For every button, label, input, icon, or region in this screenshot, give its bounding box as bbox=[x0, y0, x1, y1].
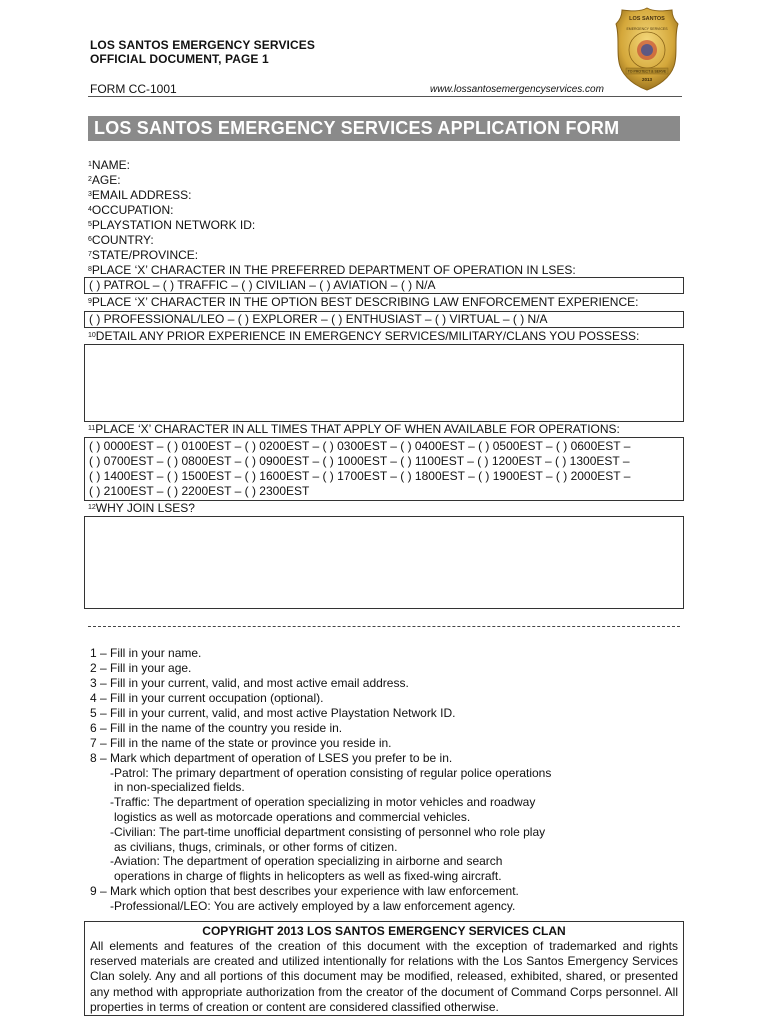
availability-row: ( ) 2100EST – ( ) 2200EST – ( ) 2300EST bbox=[89, 484, 310, 498]
department-options: ( ) PATROL – ( ) TRAFFIC – ( ) CIVILIAN – ( ) AVIATION – ( ) N/A bbox=[89, 278, 436, 292]
instruction-line: -Civilian: The part-time unofficial department consisting of personnel who role play bbox=[110, 825, 546, 839]
badge-logo bbox=[614, 6, 680, 92]
header-org: LOS SANTOS EMERGENCY SERVICES bbox=[90, 38, 315, 52]
instruction-line: in non-specialized fields. bbox=[114, 780, 245, 794]
question-state: $^7$STATE/PROVINCE: bbox=[88, 248, 199, 262]
form-title-bar bbox=[88, 116, 680, 141]
question-age: $^2$AGE: bbox=[88, 173, 121, 187]
prior-experience-field[interactable] bbox=[84, 344, 684, 422]
copyright-text: All elements and features of the creation of this document with the exception of trademarked and rights reserved materials are created and utilized intentionally for relations with the Los Santos Emergency Services Clan solely. Any and all portions of this document may be modified, released, exhibited, shared, or presented any method with appropriate authorization from the creator of the document of Command Corps personnel. All properties in terms of creation or content are considered classified otherwise. bbox=[90, 939, 678, 1014]
availability-row: ( ) 0700EST – ( ) 0800EST – ( ) 0900EST – ( ) 1000EST – ( ) 1100EST – ( ) 1200EST – ( ) 1300EST – bbox=[89, 454, 630, 468]
law-enforcement-options: ( ) PROFESSIONAL/LEO – ( ) EXPLORER – ( ) ENTHUSIAST – ( ) VIRTUAL – ( ) N/A bbox=[89, 312, 548, 326]
instruction-line: 7 – Fill in the name of the state or province you reside in. bbox=[90, 736, 392, 750]
badge-year: 2013 bbox=[641, 77, 653, 82]
instruction-line: -Traffic: The department of operation specializing in motor vehicles and roadway bbox=[110, 795, 536, 809]
badge-bottom-text: TO PROTECT & SERVE bbox=[627, 69, 667, 74]
availability-row: ( ) 1400EST – ( ) 1500EST – ( ) 1600EST – ( ) 1700EST – ( ) 1800EST – ( ) 1900EST – ( ) 2000EST – bbox=[89, 469, 631, 483]
header-divider bbox=[88, 96, 682, 97]
instruction-line: -Patrol: The primary department of operation consisting of regular police operations bbox=[110, 766, 552, 780]
copyright-title: COPYRIGHT 2013 LOS SANTOS EMERGENCY SERVICES CLAN bbox=[202, 924, 566, 938]
question-prior-experience: $^{10}$DETAIL ANY PRIOR EXPERIENCE IN EMERGENCY SERVICES/MILITARY/CLANS YOU POSSESS: bbox=[88, 329, 640, 343]
availability-row: ( ) 0000EST – ( ) 0100EST – ( ) 0200EST – ( ) 0300EST – ( ) 0400EST – ( ) 0500EST – ( ) 0600EST – bbox=[89, 439, 631, 453]
question-psn-id: $^5$PLAYSTATION NETWORK ID: bbox=[88, 218, 256, 232]
availability-options-box[interactable] bbox=[84, 437, 684, 501]
question-department: $^8$PLACE ‘X’ CHARACTER IN THE PREFERRED DEPARTMENT OF OPERATION IN LSES: bbox=[88, 263, 576, 277]
instruction-line: 2 – Fill in your age. bbox=[90, 661, 192, 675]
law-enforcement-options-box[interactable] bbox=[84, 311, 684, 328]
instruction-line: 8 – Mark which department of operation of LSES you prefer to be in. bbox=[90, 751, 453, 765]
instruction-line: 5 – Fill in your current, valid, and most active Playstation Network ID. bbox=[90, 706, 456, 720]
form-number: FORM CC-1001 bbox=[90, 82, 177, 96]
instruction-line: 3 – Fill in your current, valid, and most active email address. bbox=[90, 676, 409, 690]
instruction-line: -Aviation: The department of operation specializing in airborne and search bbox=[110, 854, 503, 868]
instruction-line: operations in charge of flights in helicopters as well as fixed-wing aircraft. bbox=[114, 869, 502, 883]
instruction-line: 6 – Fill in the name of the country you reside in. bbox=[90, 721, 343, 735]
badge-top-text: LOS SANTOS bbox=[629, 16, 665, 22]
question-availability: $^{11}$PLACE ‘X’ CHARACTER IN ALL TIMES THAT APPLY OF WHEN AVAILABLE FOR OPERATIONS: bbox=[88, 422, 620, 436]
question-country: $^6$COUNTRY: bbox=[88, 233, 154, 247]
why-join-field[interactable] bbox=[84, 516, 684, 609]
badge-arc-text: EMERGENCY SERVICES bbox=[626, 27, 668, 31]
instruction-line: -Professional/LEO: You are actively employed by a law enforcement agency. bbox=[110, 899, 516, 913]
question-why-join: $^{12}$WHY JOIN LSES? bbox=[88, 501, 195, 515]
instruction-line: 4 – Fill in your current occupation (optional). bbox=[90, 691, 324, 705]
question-occupation: $^4$OCCUPATION: bbox=[88, 203, 174, 217]
instruction-line: 9 – Mark which option that best describes your experience with law enforcement. bbox=[90, 884, 519, 898]
form-title: LOS SANTOS EMERGENCY SERVICES APPLICATION FORM bbox=[94, 118, 620, 138]
question-name: $^1$NAME: bbox=[88, 158, 130, 172]
department-options-box[interactable] bbox=[84, 277, 684, 294]
website-link[interactable]: www.lossantosemergencyservices.com bbox=[430, 84, 604, 95]
instruction-line: as civilians, thugs, criminals, or other forms of citizen. bbox=[114, 840, 398, 854]
copyright-box bbox=[84, 921, 684, 1016]
instruction-line: 1 – Fill in your name. bbox=[90, 646, 202, 660]
header-doc: OFFICIAL DOCUMENT, PAGE 1 bbox=[90, 52, 269, 66]
question-email: $^3$EMAIL ADDRESS: bbox=[88, 188, 192, 202]
instruction-line: logistics as well as motorcade operations and commercial vehicles. bbox=[114, 810, 471, 824]
question-law-enforcement: $^9$PLACE ‘X’ CHARACTER IN THE OPTION BEST DESCRIBING LAW ENFORCEMENT EXPERIENCE: bbox=[88, 295, 639, 309]
section-divider bbox=[88, 626, 680, 627]
